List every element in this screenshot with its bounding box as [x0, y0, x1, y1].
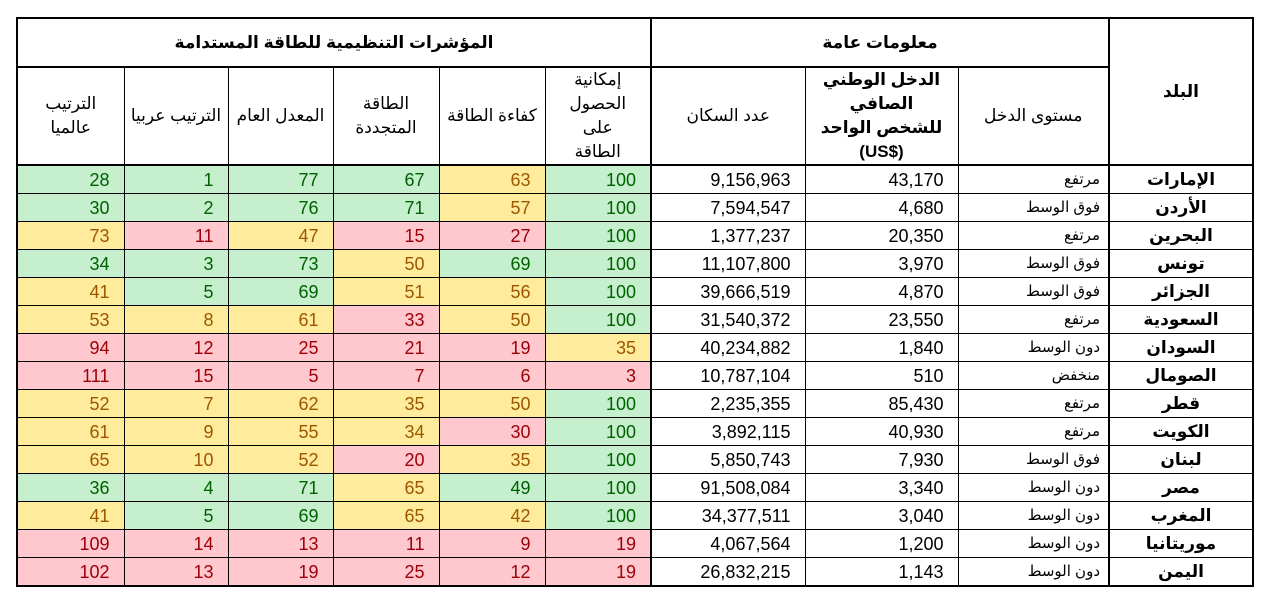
table-row: [17, 194, 1253, 222]
gni-cell: 4,870: [805, 278, 958, 306]
gni-cell: 1,143: [805, 558, 958, 587]
table-row: [17, 502, 1253, 530]
average-cell: 55: [228, 418, 333, 446]
access-cell: 100: [545, 278, 651, 306]
income-level-cell: فوق الوسط: [958, 278, 1109, 306]
world-rank-cell: 111: [17, 362, 124, 390]
income-level-cell: دون الوسط: [958, 334, 1109, 362]
table-row: [17, 278, 1253, 306]
country-cell: البحرين: [1109, 222, 1253, 250]
average-cell: 5: [228, 362, 333, 390]
population-header: عدد السكان: [651, 67, 805, 165]
group-general-header: معلومات عامة: [651, 18, 1109, 67]
renewable-cell: 35: [333, 390, 439, 418]
efficiency-cell: 9: [439, 530, 545, 558]
access-cell: 100: [545, 446, 651, 474]
efficiency-cell: 19: [439, 334, 545, 362]
arab-rank-cell: 1: [124, 165, 228, 194]
world-rank-cell: 30: [17, 194, 124, 222]
income-level-cell: منخفض: [958, 362, 1109, 390]
world-rank-cell: 28: [17, 165, 124, 194]
world-rank-cell: 41: [17, 502, 124, 530]
population-cell: 5,850,743: [651, 446, 805, 474]
population-cell: 34,377,511: [651, 502, 805, 530]
efficiency-cell: 12: [439, 558, 545, 587]
population-cell: 11,107,800: [651, 250, 805, 278]
population-cell: 10,787,104: [651, 362, 805, 390]
income-level-cell: مرتفع: [958, 165, 1109, 194]
table-row: [17, 250, 1253, 278]
access-cell: 19: [545, 558, 651, 587]
efficiency-cell: 56: [439, 278, 545, 306]
access-cell: 100: [545, 306, 651, 334]
arab-rank-cell: 10: [124, 446, 228, 474]
population-cell: 4,067,564: [651, 530, 805, 558]
efficiency-cell: 30: [439, 418, 545, 446]
renewable-cell: 65: [333, 474, 439, 502]
gni-cell: 3,340: [805, 474, 958, 502]
renewable-cell: 71: [333, 194, 439, 222]
gni-cell: 23,550: [805, 306, 958, 334]
average-cell: 25: [228, 334, 333, 362]
renewable-cell: 51: [333, 278, 439, 306]
average-cell: 52: [228, 446, 333, 474]
population-cell: 2,235,355: [651, 390, 805, 418]
country-cell: لبنان: [1109, 446, 1253, 474]
population-cell: 9,156,963: [651, 165, 805, 194]
table-row: [17, 418, 1253, 446]
population-cell: 40,234,882: [651, 334, 805, 362]
population-cell: 7,594,547: [651, 194, 805, 222]
income-level-cell: مرتفع: [958, 418, 1109, 446]
arab-rank-cell: 9: [124, 418, 228, 446]
renewable-header: الطاقة المتجددة: [333, 67, 439, 165]
gni-cell: 3,040: [805, 502, 958, 530]
arab-rank-cell: 14: [124, 530, 228, 558]
arab-rank-cell: 5: [124, 502, 228, 530]
table-row: [17, 165, 1253, 194]
income-level-header: مستوى الدخل: [958, 67, 1109, 165]
efficiency-cell: 57: [439, 194, 545, 222]
country-cell: الصومال: [1109, 362, 1253, 390]
income-level-cell: فوق الوسط: [958, 194, 1109, 222]
country-cell: اليمن: [1109, 558, 1253, 587]
average-cell: 73: [228, 250, 333, 278]
gni-cell: 85,430: [805, 390, 958, 418]
access-cell: 100: [545, 165, 651, 194]
gni-cell: 1,200: [805, 530, 958, 558]
renewable-cell: 11: [333, 530, 439, 558]
renewable-cell: 20: [333, 446, 439, 474]
gni-cell: 40,930: [805, 418, 958, 446]
world-rank-cell: 52: [17, 390, 124, 418]
country-cell: الأردن: [1109, 194, 1253, 222]
renewable-cell: 33: [333, 306, 439, 334]
table-row: [17, 558, 1253, 587]
arab-rank-cell: 4: [124, 474, 228, 502]
world-rank-cell: 73: [17, 222, 124, 250]
country-cell: الكويت: [1109, 418, 1253, 446]
efficiency-cell: 27: [439, 222, 545, 250]
world-rank-cell: 36: [17, 474, 124, 502]
renewable-cell: 25: [333, 558, 439, 587]
access-cell: 100: [545, 222, 651, 250]
country-cell: الجزائر: [1109, 278, 1253, 306]
country-cell: الإمارات: [1109, 165, 1253, 194]
world-rank-cell: 41: [17, 278, 124, 306]
income-level-cell: فوق الوسط: [958, 446, 1109, 474]
gni-cell: 4,680: [805, 194, 958, 222]
access-header: إمكانية الحصول على الطاقة: [545, 67, 651, 165]
income-level-cell: فوق الوسط: [958, 250, 1109, 278]
energy-indicators-table: [16, 17, 1254, 587]
efficiency-cell: 49: [439, 474, 545, 502]
average-cell: 13: [228, 530, 333, 558]
population-cell: 39,666,519: [651, 278, 805, 306]
average-cell: 71: [228, 474, 333, 502]
access-cell: 100: [545, 474, 651, 502]
country-cell: مصر: [1109, 474, 1253, 502]
gni-cell: 20,350: [805, 222, 958, 250]
table-row: [17, 222, 1253, 250]
gni-cell: 3,970: [805, 250, 958, 278]
renewable-cell: 65: [333, 502, 439, 530]
table-row: [17, 334, 1253, 362]
income-level-cell: مرتفع: [958, 222, 1109, 250]
population-cell: 31,540,372: [651, 306, 805, 334]
efficiency-header: كفاءة الطاقة: [439, 67, 545, 165]
gni-cell: 510: [805, 362, 958, 390]
world-rank-cell: 102: [17, 558, 124, 587]
income-level-cell: مرتفع: [958, 390, 1109, 418]
country-column-header: البلد: [1109, 18, 1253, 165]
world-rank-cell: 61: [17, 418, 124, 446]
country-cell: تونس: [1109, 250, 1253, 278]
renewable-cell: 50: [333, 250, 439, 278]
efficiency-cell: 69: [439, 250, 545, 278]
column-header-row: [17, 67, 1253, 165]
average-header: المعدل العام: [228, 67, 333, 165]
arab-rank-cell: 2: [124, 194, 228, 222]
arab-rank-cell: 7: [124, 390, 228, 418]
table-row: [17, 446, 1253, 474]
renewable-cell: 7: [333, 362, 439, 390]
efficiency-cell: 63: [439, 165, 545, 194]
access-cell: 19: [545, 530, 651, 558]
country-cell: السودان: [1109, 334, 1253, 362]
renewable-cell: 67: [333, 165, 439, 194]
country-cell: المغرب: [1109, 502, 1253, 530]
arab-rank-cell: 15: [124, 362, 228, 390]
average-cell: 62: [228, 390, 333, 418]
arab-rank-cell: 13: [124, 558, 228, 587]
gni-cell: 7,930: [805, 446, 958, 474]
income-level-cell: دون الوسط: [958, 502, 1109, 530]
efficiency-cell: 50: [439, 306, 545, 334]
efficiency-cell: 35: [439, 446, 545, 474]
population-cell: 91,508,084: [651, 474, 805, 502]
arab-rank-cell: 5: [124, 278, 228, 306]
average-cell: 69: [228, 278, 333, 306]
arab-rank-cell: 11: [124, 222, 228, 250]
gni-cell: 1,840: [805, 334, 958, 362]
income-level-cell: دون الوسط: [958, 558, 1109, 587]
average-cell: 69: [228, 502, 333, 530]
gni-cell: 43,170: [805, 165, 958, 194]
access-cell: 100: [545, 418, 651, 446]
average-cell: 76: [228, 194, 333, 222]
renewable-cell: 34: [333, 418, 439, 446]
table-row: [17, 306, 1253, 334]
access-cell: 100: [545, 250, 651, 278]
access-cell: 100: [545, 390, 651, 418]
efficiency-cell: 42: [439, 502, 545, 530]
efficiency-cell: 6: [439, 362, 545, 390]
efficiency-cell: 50: [439, 390, 545, 418]
arab-rank-cell: 12: [124, 334, 228, 362]
table-row: [17, 474, 1253, 502]
arab-rank-header: الترتيب عربيا: [124, 67, 228, 165]
income-level-cell: مرتفع: [958, 306, 1109, 334]
access-cell: 35: [545, 334, 651, 362]
average-cell: 61: [228, 306, 333, 334]
country-cell: السعودية: [1109, 306, 1253, 334]
income-level-cell: دون الوسط: [958, 474, 1109, 502]
gni-header: الدخل الوطني الصافي للشخص الواحد (US$): [805, 67, 958, 165]
world-rank-cell: 94: [17, 334, 124, 362]
access-cell: 100: [545, 194, 651, 222]
renewable-cell: 21: [333, 334, 439, 362]
population-cell: 3,892,115: [651, 418, 805, 446]
population-cell: 26,832,215: [651, 558, 805, 587]
population-cell: 1,377,237: [651, 222, 805, 250]
renewable-cell: 15: [333, 222, 439, 250]
group-sustainable-header: المؤشرات التنظيمية للطاقة المستدامة: [17, 18, 651, 67]
table-row: [17, 390, 1253, 418]
table-row: [17, 362, 1253, 390]
average-cell: 77: [228, 165, 333, 194]
average-cell: 47: [228, 222, 333, 250]
access-cell: 3: [545, 362, 651, 390]
arab-rank-cell: 8: [124, 306, 228, 334]
country-cell: قطر: [1109, 390, 1253, 418]
world-rank-cell: 53: [17, 306, 124, 334]
access-cell: 100: [545, 502, 651, 530]
income-level-cell: دون الوسط: [958, 530, 1109, 558]
world-rank-cell: 109: [17, 530, 124, 558]
world-rank-cell: 65: [17, 446, 124, 474]
group-header-row: [17, 18, 1253, 67]
table-row: [17, 530, 1253, 558]
arab-rank-cell: 3: [124, 250, 228, 278]
world-rank-cell: 34: [17, 250, 124, 278]
world-rank-header: الترتيب عالميا: [17, 67, 124, 165]
average-cell: 19: [228, 558, 333, 587]
country-cell: موريتانيا: [1109, 530, 1253, 558]
